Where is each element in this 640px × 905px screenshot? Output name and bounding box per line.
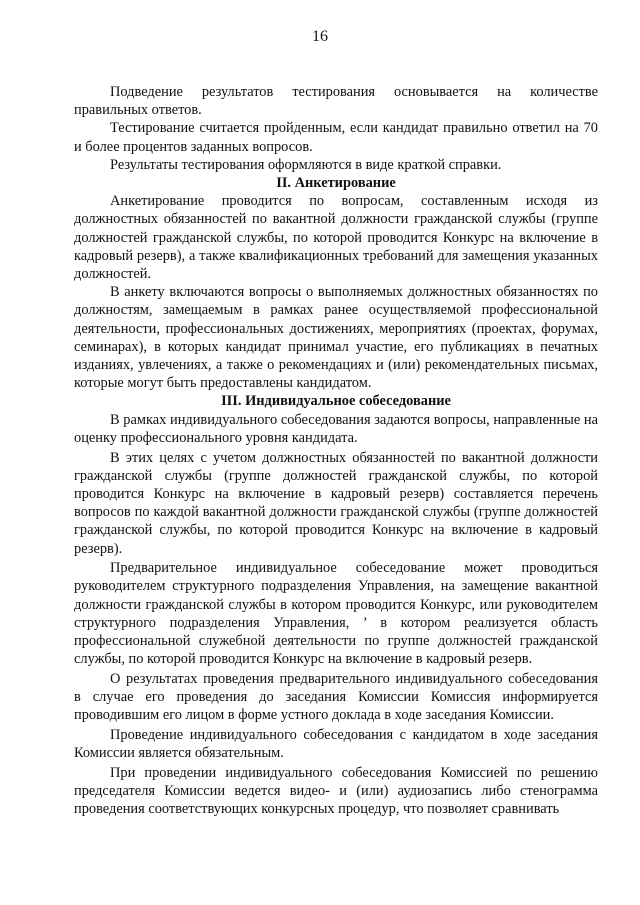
paragraph: Результаты тестирования оформляются в виде краткой справки. bbox=[110, 156, 502, 173]
paragraph: В рамках индивидуального собеседования задаются вопросы, направленные на оценку профессионального уровня кандидата. bbox=[74, 411, 598, 446]
paragraph: Подведение результатов тестирования основывается на количестве правильных ответов. bbox=[74, 84, 598, 119]
paragraph: Предварительное индивидуальное собеседование может проводиться руководителем структурного подразделения Управления, на замещение вакантной должности гражданской службы в котором проводится Конкурс, или руководителем структурного подразделения Управления, ’ в котором реализуется область профессиональной служебной деятельности по группе должностей гражданской службы, по которой проводится Конкурс на включение в кадровый резерв. bbox=[74, 560, 598, 668]
section-heading-interview: III. Индивидуальное собеседование bbox=[221, 393, 451, 410]
paragraph: Анкетирование проводится по вопросам, составленным исходя из должностных обязанностей по вакантной должности гражданской службы (группе должностей гражданской службы, по которой проводится Конкурс на включение в кадровый резерв), а также квалификационных требований для замещения указанных должностей. bbox=[74, 193, 598, 283]
paragraph: В анкету включаются вопросы о выполняемых должностных обязанностях по должностям, замещаемым в рамках ранее осуществляемой профессиональной деятельности, профессиональных достижениях, мероприятиях (проектах, форумах, семинарах), в которых кандидат принимал участие, его публикациях в печатных изданиях, увлечениях, а также о рекомендациях и (или) рекомендательных письмах, которые могут быть предоставлены кандидатом. bbox=[74, 284, 598, 392]
paragraph: Проведение индивидуального собеседования с кандидатом в ходе заседания Комиссии является обязательным. bbox=[74, 727, 598, 762]
page-number: 16 bbox=[312, 28, 328, 45]
paragraph: При проведении индивидуального собеседования Комиссией по решению председателя Комиссии ведется видео- и (или) аудиозапись либо стенограмма проведения соответствующих конкурсных процедур, что позволяет сравнивать bbox=[74, 765, 598, 818]
paragraph: Тестирование считается пройденным, если кандидат правильно ответил на 70 и более процентов заданных вопросов. bbox=[74, 120, 598, 155]
paragraph: В этих целях с учетом должностных обязанностей по вакантной должности гражданской службы (группе должностей гражданской службы, по которой проводится Конкурс на включение в кадровый резерв) составляется перечень вопросов по каждой вакантной должности гражданской службы (группе должностей гражданской службы, по которой проводится Конкурс на включение в кадровый резерв). bbox=[74, 449, 598, 557]
section-heading-questionnaire: II. Анкетирование bbox=[276, 175, 396, 192]
paragraph: О результатах проведения предварительного индивидуального собеседования в случае его проведения до заседания Комиссии Комиссия информируется проводившим его лицом в форме устного доклада в ходе заседания Комиссии. bbox=[74, 671, 598, 724]
document-body bbox=[74, 83, 598, 819]
